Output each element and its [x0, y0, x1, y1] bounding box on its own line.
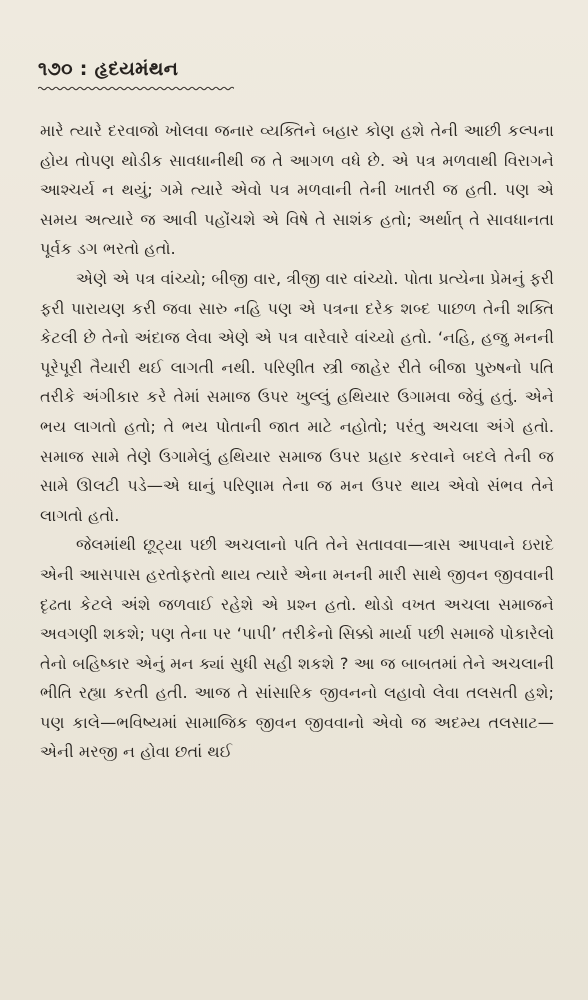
paragraph-1: મારે ત્યારે દરવાજો ખોલવા જનાર વ્યક્તિને બહાર કોણ હશે તેની આછી કલ્પના હોય તોપણ થોડીક સાવધાનીથી જ તે આગળ વધે છે. એ પત્ર મળવાથી વિરાગને આશ્ચર્ય ન થયું; ગમે ત્યારે એવો પત્ર મળવાની તેની ખાતરી જ હતી. પણ એ સમય અત્યારે જ આવી પહોંચશે એ વિષે તે સાશંક હતો; અર્થાત્ તે સાવધાનતા પૂર્વક ડગ ભરતો હતો.: [40, 121, 554, 259]
paragraph-2: એણે એ પત્ર વાંચ્યો; બીજી વાર, ત્રીજી વાર વાંચ્યો. પોતા પ્રત્યેના પ્રેમનું ફરી ફરી પારાયણ કરી જવા સારુ નહિ પણ એ પત્રના દરેક શબ્દ પાછળ તેની શક્તિ કેટલી છે તેનો અંદાજ લેવા એણે એ પત્ર વારેવારે વાંચ્યો હતો. ‘નહિ, હજુ મનની પૂરેપૂરી તૈયારી થઈ લાગતી નથી. પરિણીત સ્ત્રી જાહેર રીતે બીજા પુરુષનો પતિ તરીકે અંગીકાર કરે તેમાં સમાજ ઉપર ખુલ્લું હથિયાર ઉગામવા જેવું હતું. એને ભય લાગતો હતો; તે ભય પોતાની જાત માટે નહોતો; પરંતુ અચલા અંગે હતો. સમાજ સામે તેણે ઉગામેલું હથિયાર સમાજ ઉપર પ્રહાર કરવાને બદલે તેની જ સામે ઊલટી પડે—એ ઘાનું પરિણામ તેના જ મન ઉપર થાય એવો સંભવ તેને લાગતો હતો.: [40, 268, 554, 525]
running-head-wavy-rule: [38, 86, 234, 91]
paragraph-3: જેલમાંથી છૂટ્યા પછી અચલાનો પતિ તેને સતાવવા—ત્રાસ આપવાને ઇરાદે એની આસપાસ હરતોફરતો થાય ત્યારે એના મનની મારી સાથે જીવન જીવવાની દૃઢતા કેટલે અંશે જળવાઈ રહેશે એ પ્રશ્ન હતો. થોડો વખત અચલા સમાજને અવગણી શકશે; પણ તેના પર ‘પાપી’ તરીકેનો સિક્કો માર્યા પછી સમાજે પોકારેલો તેનો બહિષ્કાર એનું મન ક્યાં સુધી સહી શકશે ? આ જ બાબતમાં તેને અચલાની ભીતિ રહ્યા કરતી હતી. આજ તે સાંસારિક જીવનનો લહાવો લેવા તલસતી હશે; પણ કાલે—ભવિષ્યમાં સામાજિક જીવન જીવવાનો એવો જ અદમ્ય તલસાટ—એની મરજી ન હોવા છતાં થઈ: [40, 535, 554, 762]
body-text: [40, 116, 554, 767]
running-head: ૧૭૦ : હૃદયમંથન: [38, 58, 179, 80]
